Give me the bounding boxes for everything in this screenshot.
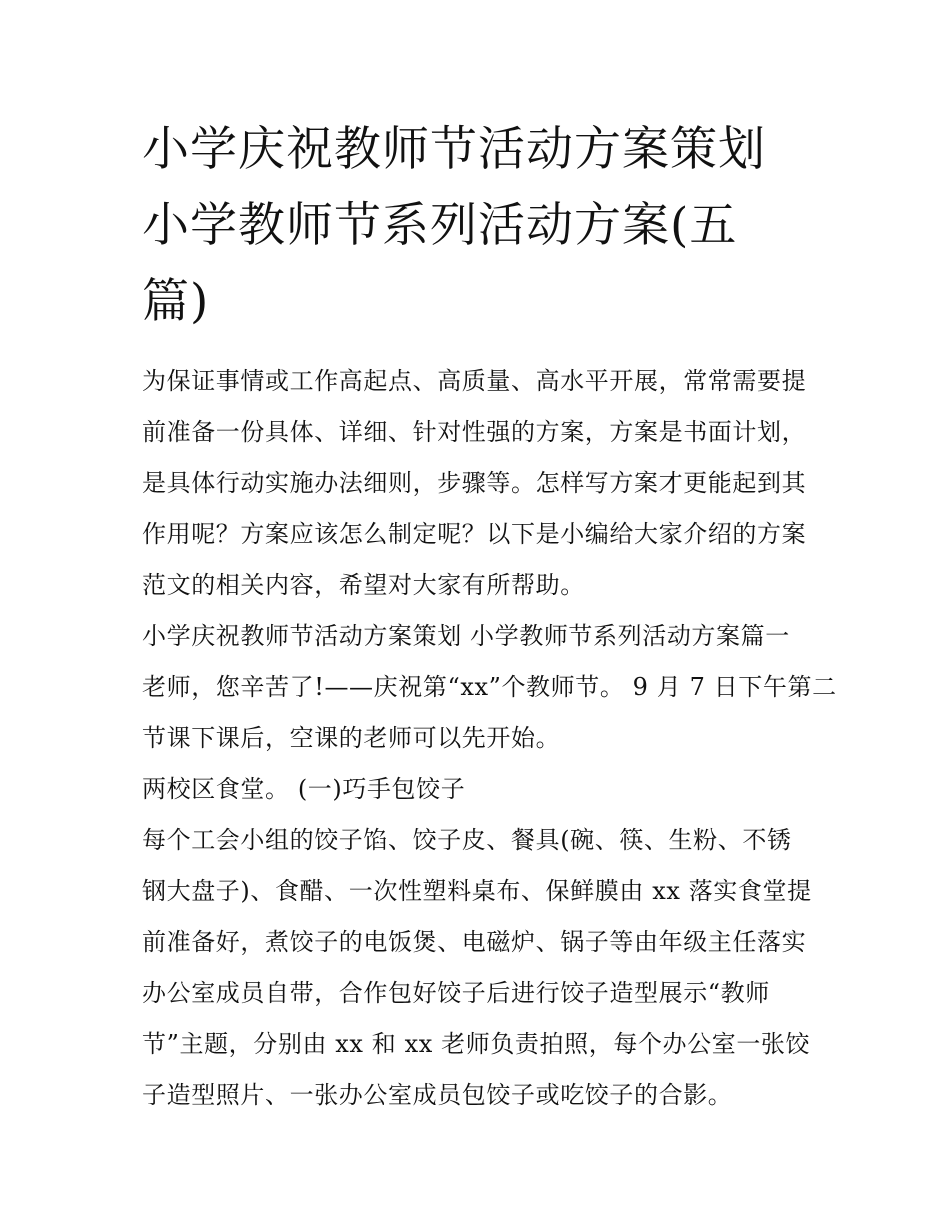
title-line-3: 篇): [142, 274, 210, 329]
body-line: 子造型照片、一张办公室成员包饺子或吃饺子的合影。: [142, 1081, 733, 1109]
body-line: 前准备好，煮饺子的电饭煲、电磁炉、锅子等由年级主任落实: [142, 928, 807, 956]
body-line: 每个工会小组的饺子馅、饺子皮、餐具(碗、筷、生粉、不锈: [142, 826, 792, 854]
document-page: [142, 112, 837, 1121]
body-line: 为保证事情或工作高起点、高质量、高水平开展，常常需要提: [142, 367, 807, 395]
body-line: 老师，您辛苦了!——庆祝第“xx”个教师节。 9 月 7 日下午第二: [142, 673, 837, 701]
body-line: 小学庆祝教师节活动方案策划 小学教师节系列活动方案篇一: [142, 622, 790, 650]
title-line-2: 小学教师节系列活动方案(五: [142, 198, 738, 253]
body-line: 作用呢？方案应该怎么制定呢？以下是小编给大家介绍的方案: [142, 520, 807, 548]
title-line-1: 小学庆祝教师节活动方案策划: [142, 122, 766, 177]
body-line: 范文的相关内容，希望对大家有所帮助。: [142, 571, 585, 599]
body-line: 钢大盘子)、食醋、一次性塑料桌布、保鲜膜由 xx 落实食堂提: [142, 877, 812, 905]
body-line: 是具体行动实施办法细则，步骤等。怎样写方案才更能起到其: [142, 469, 807, 497]
body-line: 两校区食堂。 (一)巧手包饺子: [142, 775, 466, 803]
body-line: 办公室成员自带，合作包好饺子后进行饺子造型展示“教师: [142, 979, 770, 1007]
body-line: 前准备一份具体、详细、针对性强的方案，方案是书面计划，: [142, 418, 807, 446]
body-line: 节课下课后，空课的老师可以先开始。: [142, 724, 561, 752]
document-title: [142, 112, 822, 340]
body-line: 节”主题，分别由 xx 和 xx 老师负责拍照，每个办公室一张饺: [142, 1030, 811, 1058]
document-body: [142, 356, 837, 1121]
